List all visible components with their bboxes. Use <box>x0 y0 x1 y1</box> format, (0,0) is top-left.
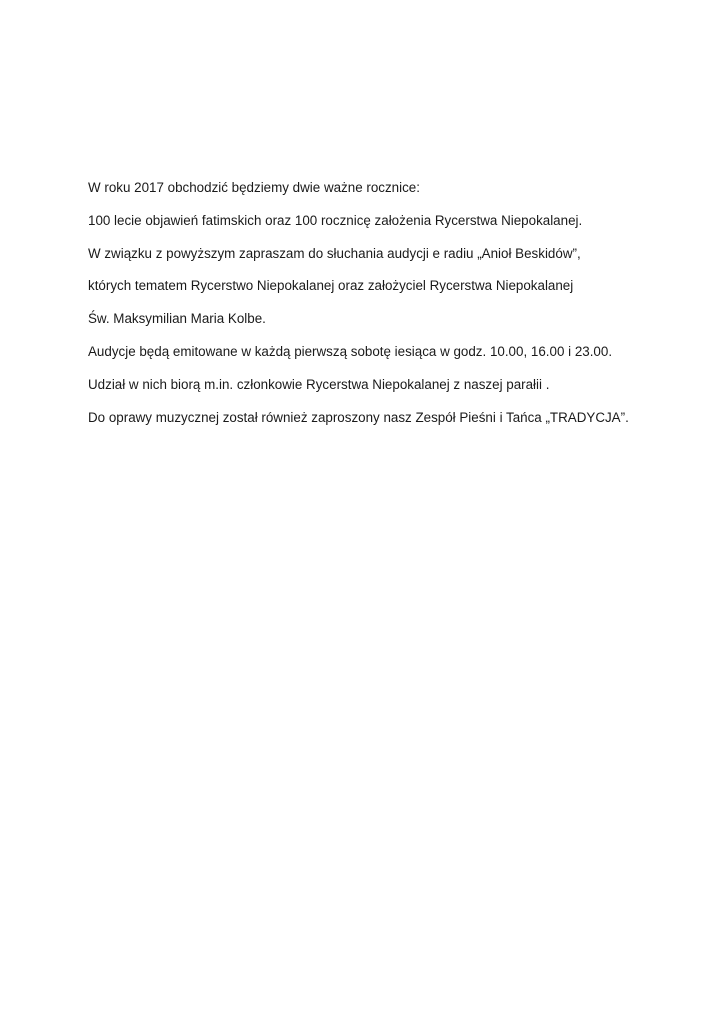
text-line-5: Św. Maksymilian Maria Kolbe. <box>88 311 266 327</box>
text-line-7: Udział w nich biorą m.in. członkowie Rycerstwa Niepokalanej z naszej parałii . <box>88 376 550 392</box>
text-line-3: W związku z powyższym zapraszam do słuchania audycji e radiu „Anioł Beskidów”, <box>88 245 581 261</box>
text-line-1: W roku 2017 obchodzić będziemy dwie ważne rocznice: <box>88 180 420 195</box>
text-line-2: 100 lecie objawień fatimskich oraz 100 rocznicę założenia Rycerstwa Niepokalanej. <box>88 212 583 228</box>
text-line-6: Audycje będą emitowane w każdą pierwszą sobotę iesiąca w godz. 10.00, 16.00 i 23.00. <box>88 343 613 359</box>
text-line-8: Do oprawy muzycznej został również zaproszony nasz Zespół Pieśni i Tańca „TRADYCJA”. <box>88 409 629 425</box>
text-line-4: których tematem Rycerstwo Niepokalanej oraz założyciel Rycerstwa Niepokalanej <box>88 278 574 294</box>
document-body <box>88 178 688 440</box>
